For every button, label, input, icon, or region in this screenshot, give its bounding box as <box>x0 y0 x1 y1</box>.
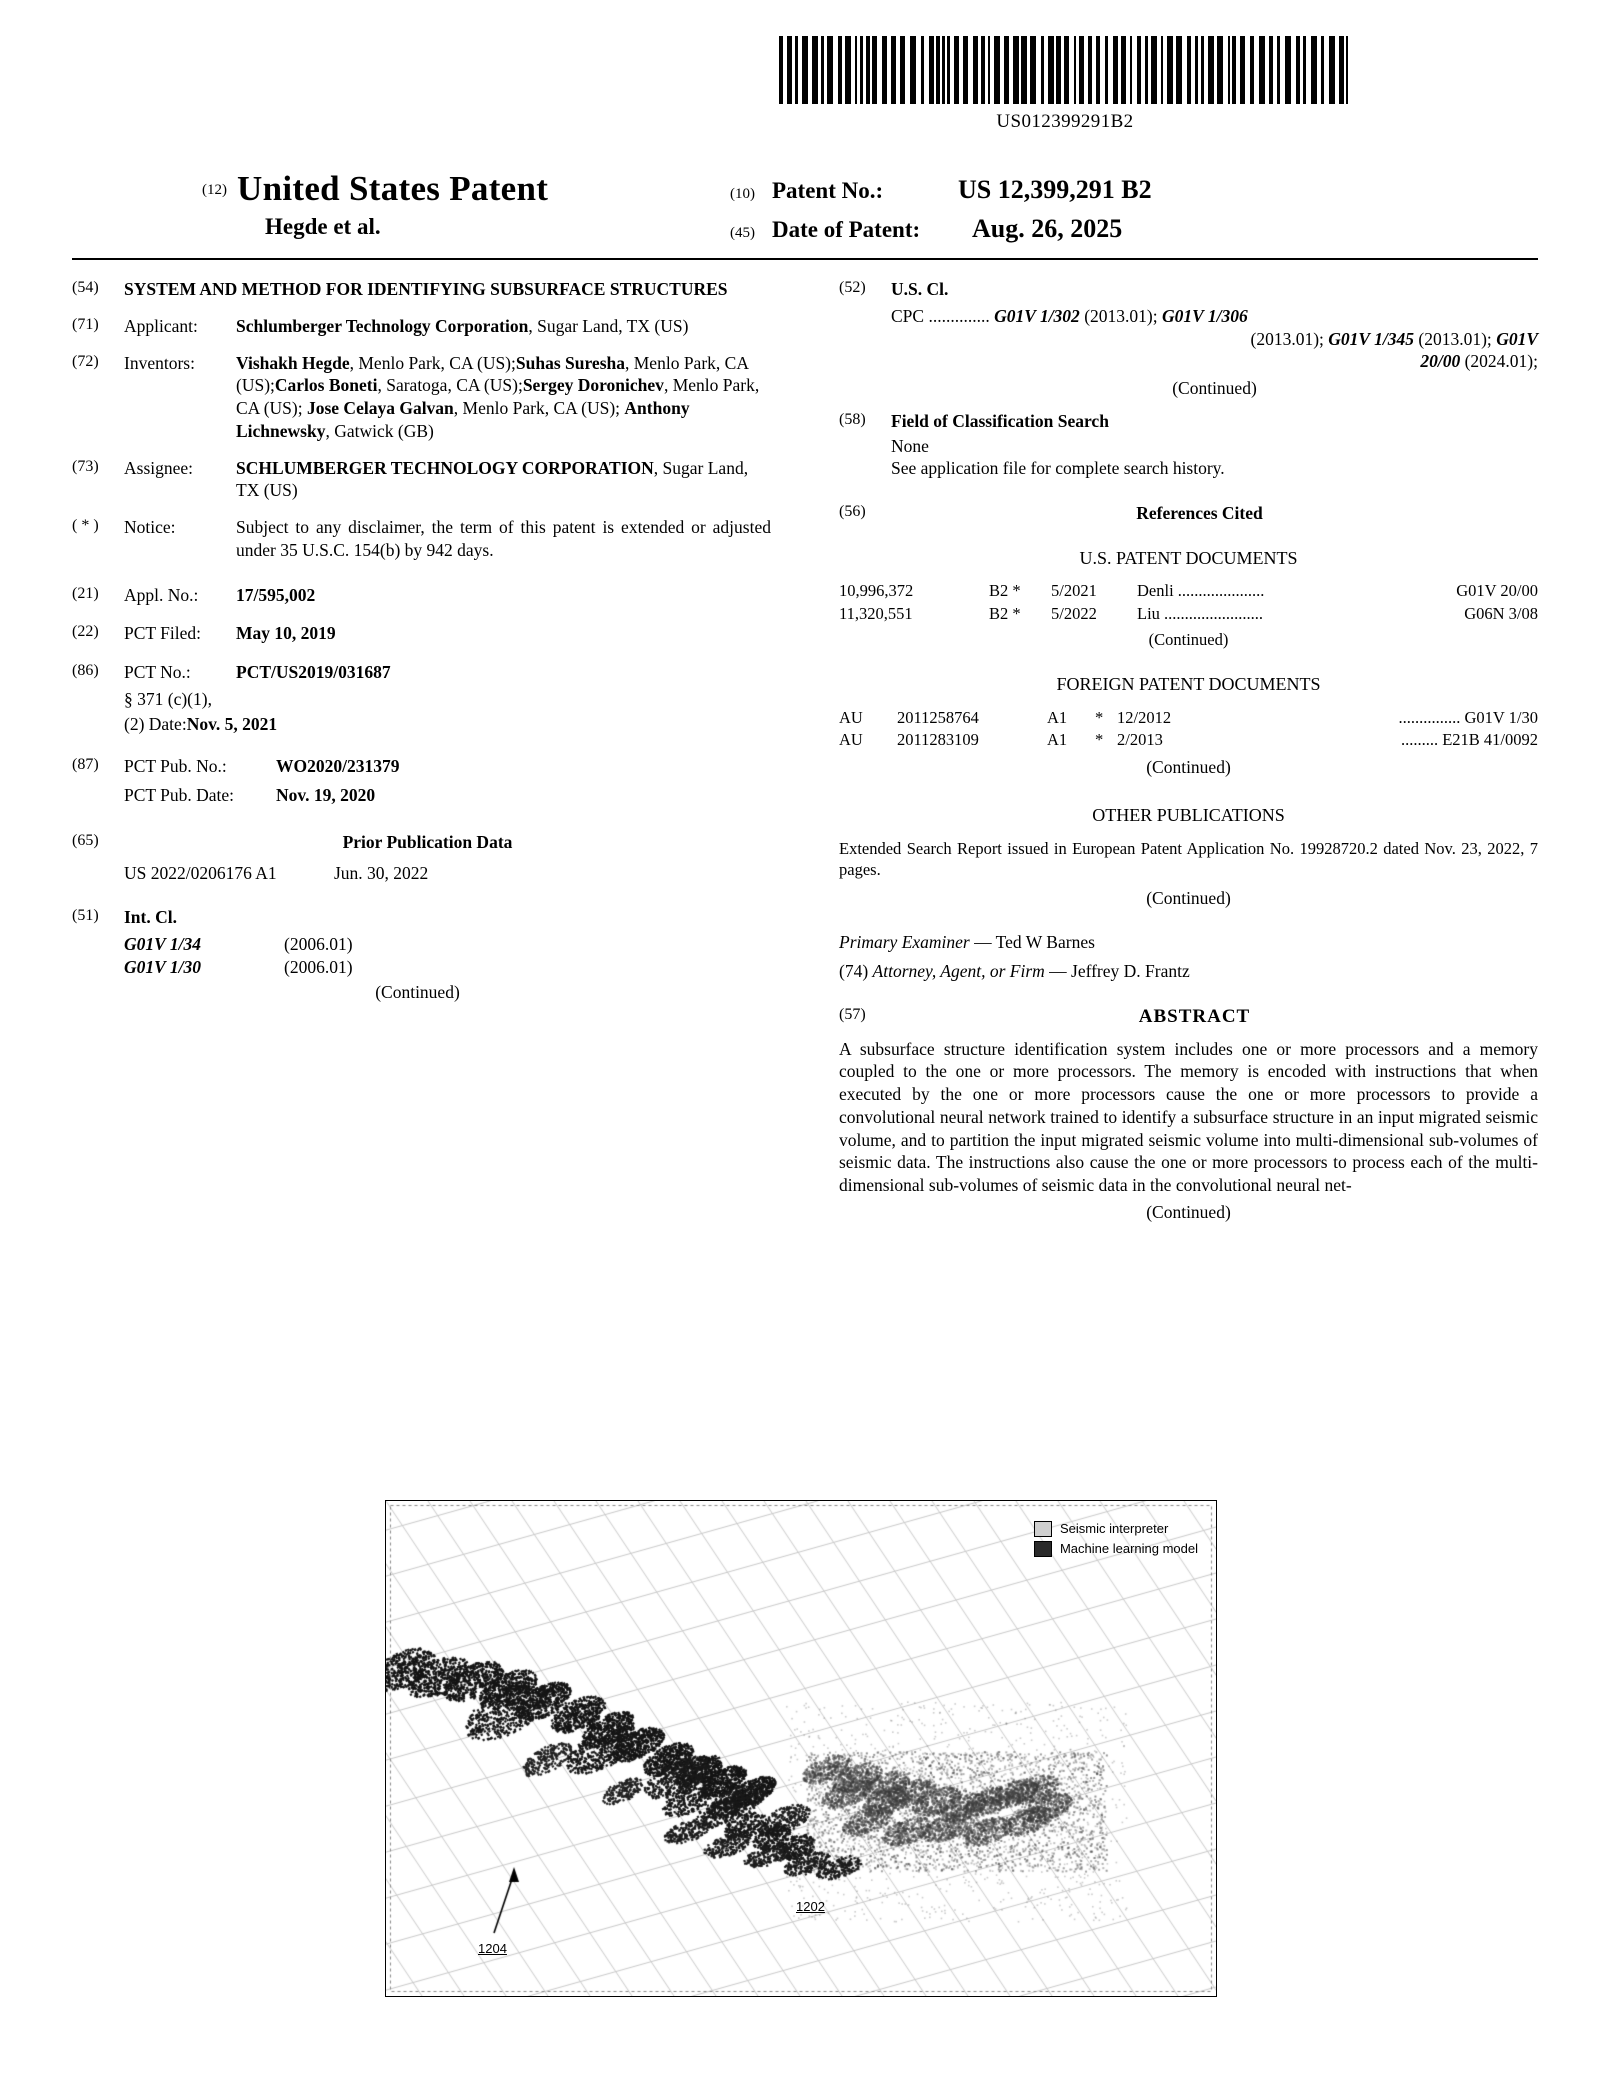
inventor-line: Hegde et al. <box>265 214 381 239</box>
inventor-address: , Menlo Park, CA (US); <box>236 375 760 418</box>
section-371-line2 <box>72 713 771 736</box>
other-publications-text: Extended Search Report issued in European Patent Application No. 19928720.2 dated Nov. 23, 2022, 7 pages. <box>839 838 1538 880</box>
foreign-kind: A1 <box>1047 730 1068 750</box>
cpc-code: G01V 1/302 <box>994 305 1080 326</box>
pct-filed-field <box>72 622 771 645</box>
cpc-dots: .............. <box>928 305 990 326</box>
field-search-none: None <box>891 435 929 456</box>
prior-pub-date: Jun. 30, 2022 <box>334 862 429 883</box>
appl-no-field <box>72 584 771 607</box>
patent-date-label: Date of Patent: <box>772 217 921 242</box>
inventors-list <box>236 352 771 443</box>
cpc-block <box>891 305 1538 400</box>
pct-pub-no-label: PCT Pub. No.: <box>124 756 227 777</box>
int-cl-row <box>124 956 771 979</box>
invention-title-tag: (54) <box>72 279 99 296</box>
notice-text: Subject to any disclaimer, the term of this patent is extended or adjusted under 35 U.S.C. 154(b) by 942 days. <box>236 517 771 560</box>
spacer-prior <box>72 862 124 885</box>
foreign-class-code: G01V 1/30 <box>1464 707 1538 727</box>
section-371-text: § 371 (c)(1), <box>124 688 212 709</box>
foreign-date: 12/2012 <box>1117 707 1172 727</box>
figure-canvas <box>386 1501 1216 1996</box>
body-columns <box>72 278 1538 1224</box>
references-field <box>839 502 1538 525</box>
ref-date: 5/2022 <box>1051 603 1097 623</box>
invention-title: SYSTEM AND METHOD FOR IDENTIFYING SUBSURFACE STRUCTURES <box>124 279 728 299</box>
ref-assignee: Denli <box>1137 581 1174 601</box>
cpc-suffix: (2013.01); <box>1079 305 1162 326</box>
foreign-kind: A1 <box>1047 707 1068 727</box>
assignee-label: Assignee: <box>124 457 194 478</box>
foreign-patent-documents-table <box>839 707 1538 779</box>
appl-no-label: Appl. No.: <box>124 584 199 605</box>
pct-filed-tag: (22) <box>72 623 99 641</box>
figure-reference-1202: 1202 <box>796 1899 825 1914</box>
pct-no-tag: (86) <box>72 662 99 679</box>
legend-item <box>1034 1519 1198 1539</box>
attorney-row <box>839 960 1538 983</box>
foreign-docs-continued: (Continued) <box>1146 756 1231 777</box>
ref-number: 11,320,551 <box>839 603 913 623</box>
foreign-star: * <box>1095 730 1104 750</box>
left-column <box>72 278 805 1224</box>
primary-examiner-value: — Ted W Barnes <box>969 932 1095 953</box>
ref-class: G01V 20/00 <box>1456 581 1538 601</box>
foreign-class-code: E21B 41/0092 <box>1442 730 1538 750</box>
primary-examiner-label: Primary Examiner <box>839 932 970 953</box>
patent-date-row <box>730 214 1538 244</box>
cpc-label: CPC <box>891 305 925 326</box>
section-371-line1 <box>72 688 771 711</box>
patent-date-tag: (45) <box>730 225 755 241</box>
table-row <box>839 729 1538 751</box>
cpc-code: G01V 1/345 <box>1328 328 1415 349</box>
appl-no-tag: (21) <box>72 584 99 602</box>
inventor-name: Anthony Lichnewsky <box>236 398 690 441</box>
prior-pub-number: US 2022/0206176 A1 <box>124 862 277 883</box>
ref-number: 10,996,372 <box>839 581 914 601</box>
foreign-dots: ............... <box>1398 707 1461 727</box>
applicant-name: Schlumberger Technology Corporation <box>236 315 529 336</box>
spacer-371 <box>72 688 124 711</box>
inventor-name: Sergey Doronichev <box>522 375 664 396</box>
attorney-value: — Jeffrey D. Frantz <box>1044 961 1190 982</box>
pct-pub-date-value: Nov. 19, 2020 <box>276 785 376 805</box>
figure-legend <box>1034 1519 1198 1559</box>
us-cl-field <box>839 278 1538 301</box>
pct-no-value: PCT/US2019/031687 <box>236 662 391 682</box>
foreign-country: AU <box>839 730 863 750</box>
cpc-line-2 <box>891 328 1538 351</box>
assignee-address: , Sugar Land, TX (US) <box>236 457 749 501</box>
int-cl-year: (2006.01) <box>284 956 353 977</box>
attorney-label: Attorney, Agent, or Firm <box>872 961 1045 982</box>
prior-pub-tag: (65) <box>72 831 99 849</box>
foreign-class <box>1211 707 1538 729</box>
barcode-image <box>779 36 1351 104</box>
section-371-date-value: Nov. 5, 2021 <box>186 713 278 734</box>
inventor-address: , Menlo Park, CA (US); <box>453 398 625 418</box>
patent-number-value: US 12,399,291 B2 <box>958 175 1152 204</box>
int-cl-heading: Int. Cl. <box>124 907 177 928</box>
pct-filed-label: PCT Filed: <box>124 623 201 644</box>
pct-pub-no-field <box>72 755 771 778</box>
field-search-field <box>839 410 1538 433</box>
cpc-suffix: (2013.01); <box>1414 328 1497 349</box>
ref-assignee: Liu <box>1137 603 1160 623</box>
inventor-name: Suhas Suresha <box>515 352 625 373</box>
patent-date-value: Aug. 26, 2025 <box>972 214 1123 243</box>
appl-no-value: 17/595,002 <box>236 584 316 605</box>
pct-pub-date-label: PCT Pub. Date: <box>124 785 235 805</box>
us-cl-heading: U.S. Cl. <box>891 279 949 299</box>
title-left <box>72 169 712 240</box>
applicant-label: Applicant: <box>124 315 198 336</box>
us-cl-tag: (52) <box>839 279 866 296</box>
field-search-heading: Field of Classification Search <box>891 410 1109 431</box>
assignee-tag: (73) <box>72 457 99 475</box>
inventor-address: , Menlo Park, CA (US); <box>349 352 516 373</box>
assignee-value <box>236 457 771 503</box>
references-tag: (56) <box>839 503 866 520</box>
prior-pub-value-row <box>72 862 771 885</box>
field-search-tag: (58) <box>839 410 866 428</box>
inventors-tag: (72) <box>72 352 99 370</box>
figure-seismic-interpretation <box>385 1500 1217 1997</box>
legend-label: Machine learning model <box>1059 1541 1198 1557</box>
cpc-line-3 <box>891 350 1538 373</box>
references-heading: References Cited <box>1136 503 1263 523</box>
pct-filed-value: May 10, 2019 <box>236 623 336 644</box>
foreign-number: 2011283109 <box>897 730 979 750</box>
section-371-date-label: (2) Date: <box>124 713 187 734</box>
cpc-code: G01V <box>1496 328 1538 349</box>
int-cl-tag: (51) <box>72 907 99 925</box>
patent-number-label: Patent No.: <box>772 178 884 203</box>
legend-swatch-icon <box>1034 1521 1052 1537</box>
abstract-text: A subsurface structure identification system includes one or more processors and a memory coupled to the one or more processors. The memory is encoded with instructions that when executed by the one or more processors cause the one or more processors to provide a convolutional neural network trained to identify a subsurface structure in an input migrated seismic volume, and to partition the input migrated seismic volume into multi-dimensional sub-volumes of seismic data. The instructions also cause the one or more processors to process each of the multi-dimensional sub-volumes of seismic data in the convolutional neural net- <box>839 1038 1538 1196</box>
ref-class: G06N 3/08 <box>1464 603 1538 623</box>
table-row <box>839 603 1538 625</box>
cpc-suffix: (2013.01); <box>1250 328 1329 349</box>
ref-kind: B2 * <box>989 581 1021 601</box>
header-divider <box>72 258 1538 260</box>
abstract-tag: (57) <box>839 1005 866 1023</box>
applicant-tag: (71) <box>72 315 99 333</box>
inventor-name: Carlos Boneti <box>274 375 378 396</box>
ref-name <box>1137 603 1464 625</box>
patent-number-row <box>730 175 1538 205</box>
legend-swatch-icon <box>1034 1541 1052 1557</box>
ref-kind: B2 * <box>989 603 1021 623</box>
figure-reference-1204: 1204 <box>478 1941 507 1956</box>
applicant-field <box>72 315 771 338</box>
int-cl-continued: (Continued) <box>375 981 460 1002</box>
pct-no-field <box>72 661 771 684</box>
cpc-continued: (Continued) <box>1172 378 1257 398</box>
cpc-line-1 <box>891 305 1538 328</box>
table-row <box>839 707 1538 729</box>
cpc-code: G01V 1/306 <box>1161 305 1248 326</box>
foreign-star: * <box>1095 707 1104 727</box>
int-cl-field <box>72 906 771 929</box>
int-cl-code: G01V 1/30 <box>124 956 201 977</box>
inventor-name: Vishakh Hegde <box>236 352 350 373</box>
legend-label: Seismic interpreter <box>1059 1521 1169 1536</box>
pct-pub-no-tag: (87) <box>72 756 99 774</box>
us-patent-documents-table <box>839 580 1538 651</box>
title-right <box>712 169 1538 244</box>
applicant-address: , Sugar Land, TX (US) <box>528 315 689 336</box>
int-cl-row <box>124 933 771 956</box>
patent-number-tag: (10) <box>730 186 755 202</box>
ref-dots: ..................... <box>1177 581 1265 601</box>
legend-item <box>1034 1539 1198 1559</box>
us-patent-documents-heading: U.S. PATENT DOCUMENTS <box>1079 547 1298 568</box>
ref-date: 5/2021 <box>1051 581 1097 601</box>
applicant-value <box>236 315 771 338</box>
ref-name <box>1137 580 1456 602</box>
pct-pub-date-field <box>72 784 771 807</box>
attorney-tag: (74) <box>839 961 869 982</box>
page-title: United States Patent <box>237 169 549 208</box>
other-publications-heading: OTHER PUBLICATIONS <box>1092 805 1285 826</box>
us-docs-continued: (Continued) <box>1148 630 1229 650</box>
notice-label: Notice: <box>124 517 176 537</box>
int-cl-code: G01V 1/34 <box>124 934 201 954</box>
primary-examiner-row <box>839 931 1538 954</box>
cpc-code: 20/00 <box>1420 351 1461 372</box>
assignee-name: SCHLUMBERGER TECHNOLOGY CORPORATION <box>236 457 654 478</box>
ref-dots: ........................ <box>1164 603 1264 623</box>
abstract-heading: ABSTRACT <box>1138 1005 1251 1027</box>
foreign-date: 2/2013 <box>1117 730 1163 750</box>
inventor-name: Jose Celaya Galvan <box>306 398 454 418</box>
field-search-see: See application file for complete search history. <box>891 458 1225 479</box>
kind-code-tag: (12) <box>202 182 227 198</box>
other-publications-continued: (Continued) <box>1146 887 1231 908</box>
pct-no-label: PCT No.: <box>124 662 191 682</box>
invention-title-field <box>72 278 771 301</box>
title-block <box>72 169 1538 244</box>
abstract-continued: (Continued) <box>1146 1201 1231 1222</box>
barcode-number: US012399291B2 <box>996 111 1134 132</box>
pct-pub-no-value: WO2020/231379 <box>276 756 400 777</box>
inventor-address: , Menlo Park, CA (US); <box>236 352 748 396</box>
inventor-address: , Saratoga, CA (US); <box>377 375 523 396</box>
foreign-patent-documents-heading: FOREIGN PATENT DOCUMENTS <box>1056 674 1321 695</box>
foreign-dots: ......... <box>1400 730 1439 750</box>
notice-field <box>72 516 771 562</box>
prior-pub-field <box>72 831 771 854</box>
prior-pub-heading: Prior Publication Data <box>342 831 513 852</box>
table-row <box>839 580 1538 602</box>
cpc-suffix: (2024.01); <box>1460 351 1538 372</box>
int-cl-year: (2006.01) <box>284 934 353 954</box>
inventors-label: Inventors: <box>124 352 195 373</box>
inventors-field <box>72 352 771 443</box>
right-column <box>805 278 1538 1224</box>
foreign-country: AU <box>839 707 863 727</box>
abstract-header <box>839 1005 1538 1030</box>
assignee-field <box>72 457 771 503</box>
foreign-number: 2011258764 <box>897 707 979 727</box>
spacer-371b <box>72 713 124 736</box>
barcode-block <box>592 36 1538 133</box>
notice-tag: ( * ) <box>72 517 99 534</box>
foreign-class <box>1211 729 1538 751</box>
inventor-address: , Gatwick (GB) <box>325 420 434 441</box>
spacer-pubdate <box>72 784 124 807</box>
